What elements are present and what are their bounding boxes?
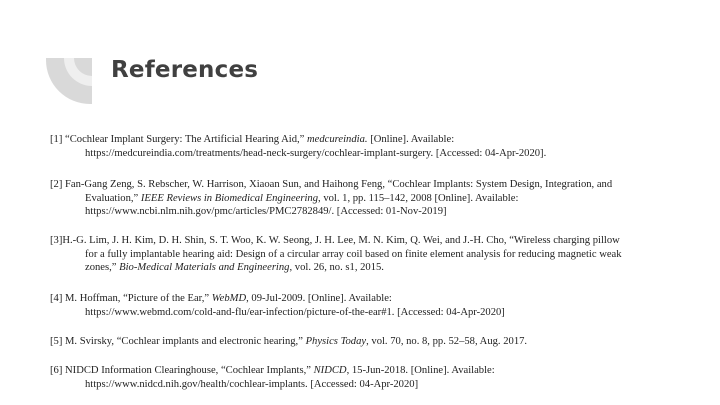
reference-item-5: [5] M. Svirsky, “Cochlear implants and electronic hearing,” Physics Today, vol. 70, no. 8, pp. 52–58, Aug. 2017. xyxy=(50,336,528,347)
reference-item-1: [1] “Cochlear Implant Surgery: The Artificial Hearing Aid,” medcureindia. [Online]. Available: https://medcureindia.com/treatments/head-neck-surgery/cochlear-implant-surgery. [Accessed: 04-Apr-2020]. xyxy=(50,133,710,160)
reference-number: [1] xyxy=(50,134,66,145)
reference-item-3: [3]H.-G. Lim, J. H. Kim, D. H. Shin, S. T. Woo, K. W. Seong, J. H. Lee, M. N. Kim, Q. Wei, and J.-H. Cho, “Wireless charging pillow for a fully implantable hearing aid: Design of a circular array coil based on finite element analysis for reducing magnetic weak zones,” Bio-Medical Materials and Engineering, vol. 26, no. s1, 2015. xyxy=(50,235,622,274)
corner-decoration xyxy=(46,58,92,104)
reference-number: [2] xyxy=(50,179,66,190)
reference-url: https://medcureindia.com/treatments/head-neck-surgery/cochlear-implant-surgery. [Accessed: 04-Apr-2020]. xyxy=(85,147,547,159)
slide-title: References xyxy=(111,57,259,83)
source-name: WebMD xyxy=(211,293,247,304)
reference-number: [4] xyxy=(50,293,66,304)
reference-number: [3] xyxy=(50,235,63,246)
reference-item-4: [4] M. Hoffman, “Picture of the Ear,” WebMD, 09-Jul-2009. [Online]. Available: https://www.webmd.com/cold-and-flu/ear-infection/picture-of-the-ear#1. [Accessed: 04-Apr-2020] xyxy=(50,292,710,319)
reference-url: https://www.nidcd.nih.gov/health/cochlear-implants. [Accessed: 04-Apr-2020] xyxy=(85,378,419,390)
reference-number: [5] xyxy=(50,336,66,347)
source-name: Bio-Medical Materials and Engineering xyxy=(119,262,290,274)
reference-number: [6] xyxy=(50,365,66,376)
source-name: IEEE Reviews in Biomedical Engineering xyxy=(140,192,319,204)
source-name: medcureindia. xyxy=(307,134,368,145)
reference-url: https://www.ncbi.nlm.nih.gov/pmc/articles/PMC2782849/. [Accessed: 01-Nov-2019] xyxy=(85,206,447,218)
source-name: NIDCD xyxy=(313,365,347,376)
reference-url: https://www.webmd.com/cold-and-flu/ear-infection/picture-of-the-ear#1. [Accessed: 04-Apr-2020] xyxy=(85,306,505,318)
reference-item-6: [6] NIDCD Information Clearinghouse, “Cochlear Implants,” NIDCD, 15-Jun-2018. [Online]. Available: https://www.nidcd.nih.gov/health/cochlear-implants. [Accessed: 04-Apr-2020] xyxy=(50,364,710,391)
source-name: Physics Today xyxy=(305,336,367,347)
reference-item-2: [2] Fan-Gang Zeng, S. Rebscher, W. Harrison, Xiaoan Sun, and Haihong Feng, “Cochlear Implants: System Design, Integration, and Evaluation,” IEEE Reviews in Biomedical Engineering, vol. 1, pp. 115–142, 2008 [Online]. Available: https://www.ncbi.nlm.nih.gov/pmc/articles/PMC2782849/. [Accessed: 01-Nov-2019] xyxy=(50,178,710,219)
